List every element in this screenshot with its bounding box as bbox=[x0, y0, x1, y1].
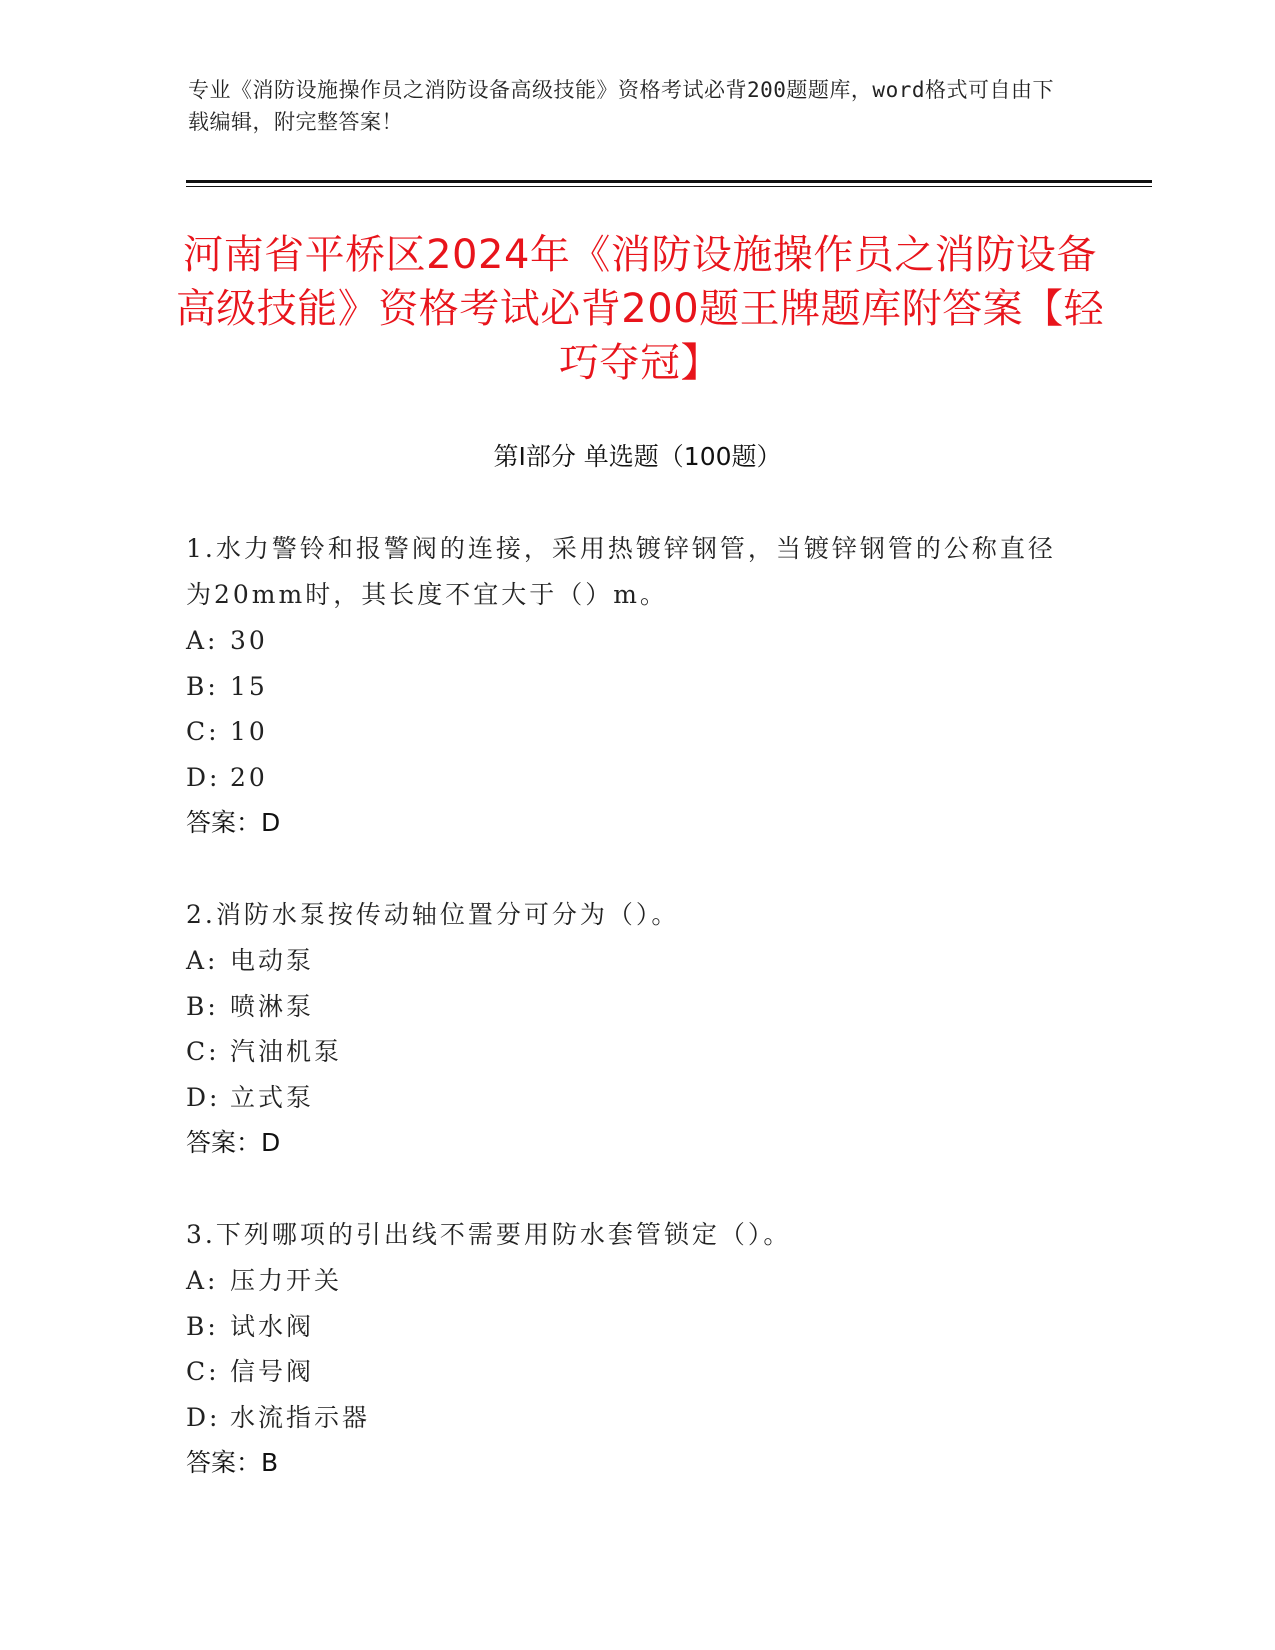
option-text: 水流指示器 bbox=[230, 1402, 371, 1432]
option-letter: D: bbox=[186, 1082, 221, 1112]
option-text: 信号阀 bbox=[230, 1357, 315, 1386]
question-answer: 答案：B bbox=[186, 1448, 279, 1477]
option-text: 汽油机泵 bbox=[230, 1037, 343, 1066]
question-answer: 答案：D bbox=[186, 808, 281, 837]
option-text: 压力开关 bbox=[230, 1266, 343, 1295]
question-item bbox=[186, 1212, 1066, 1486]
option-letter: B: bbox=[186, 1311, 219, 1341]
option-text: 15 bbox=[230, 671, 268, 701]
question-option-b bbox=[186, 984, 1066, 1030]
option-text: 电动泵 bbox=[230, 946, 315, 975]
option-text: 10 bbox=[230, 717, 268, 746]
option-text: 30 bbox=[230, 626, 268, 655]
question-option-d bbox=[186, 1075, 1066, 1121]
question-option-c bbox=[186, 1349, 1066, 1395]
option-text: 喷淋泵 bbox=[230, 991, 315, 1021]
option-letter: C: bbox=[186, 717, 220, 746]
question-option-b bbox=[186, 664, 1066, 710]
question-stem: 2.消防水泵按传动轴位置分可分为（）。 bbox=[186, 900, 680, 929]
question-option-d bbox=[186, 1395, 1066, 1441]
question-option-c bbox=[186, 709, 1066, 755]
header-rule-thin bbox=[186, 186, 1152, 187]
question-option-a bbox=[186, 618, 1066, 664]
section-heading: 第I部分 单选题（100题） bbox=[493, 442, 782, 471]
question-answer: 答案：D bbox=[186, 1128, 281, 1157]
option-letter: A: bbox=[186, 1266, 219, 1295]
option-letter: B: bbox=[186, 991, 219, 1021]
option-letter: A: bbox=[186, 946, 219, 975]
question-option-a bbox=[186, 1258, 1066, 1304]
option-text: 20 bbox=[230, 762, 268, 792]
option-letter: D: bbox=[186, 1402, 221, 1432]
document-title: 河南省平桥区2024年《消防设施操作员之消防设备高级技能》资格考试必背200题王牌题库附答案【轻巧夺冠】 bbox=[175, 232, 1105, 386]
question-list bbox=[186, 526, 1066, 1532]
option-letter: D: bbox=[186, 762, 221, 792]
question-stem: 1.水力警铃和报警阀的连接，采用热镀锌钢管，当镀锌钢管的公称直径为20mm时，其长度不宜大于（）m。 bbox=[186, 534, 1056, 609]
question-item bbox=[186, 526, 1066, 846]
option-text: 试水阀 bbox=[230, 1311, 315, 1341]
question-option-c bbox=[186, 1029, 1066, 1075]
option-text: 立式泵 bbox=[230, 1082, 315, 1112]
option-letter: C: bbox=[186, 1037, 220, 1066]
option-letter: B: bbox=[186, 671, 219, 701]
header-note: 专业《消防设施操作员之消防设备高级技能》资格考试必背200题题库，word格式可自由下载编辑，附完整答案！ bbox=[188, 78, 1054, 134]
question-stem: 3.下列哪项的引出线不需要用防水套管锁定（）。 bbox=[186, 1220, 792, 1249]
question-item bbox=[186, 892, 1066, 1166]
question-option-d bbox=[186, 755, 1066, 801]
question-option-a bbox=[186, 938, 1066, 984]
question-option-b bbox=[186, 1304, 1066, 1350]
option-letter: A: bbox=[186, 626, 219, 655]
option-letter: C: bbox=[186, 1357, 220, 1386]
header-rule-thick bbox=[186, 180, 1152, 183]
